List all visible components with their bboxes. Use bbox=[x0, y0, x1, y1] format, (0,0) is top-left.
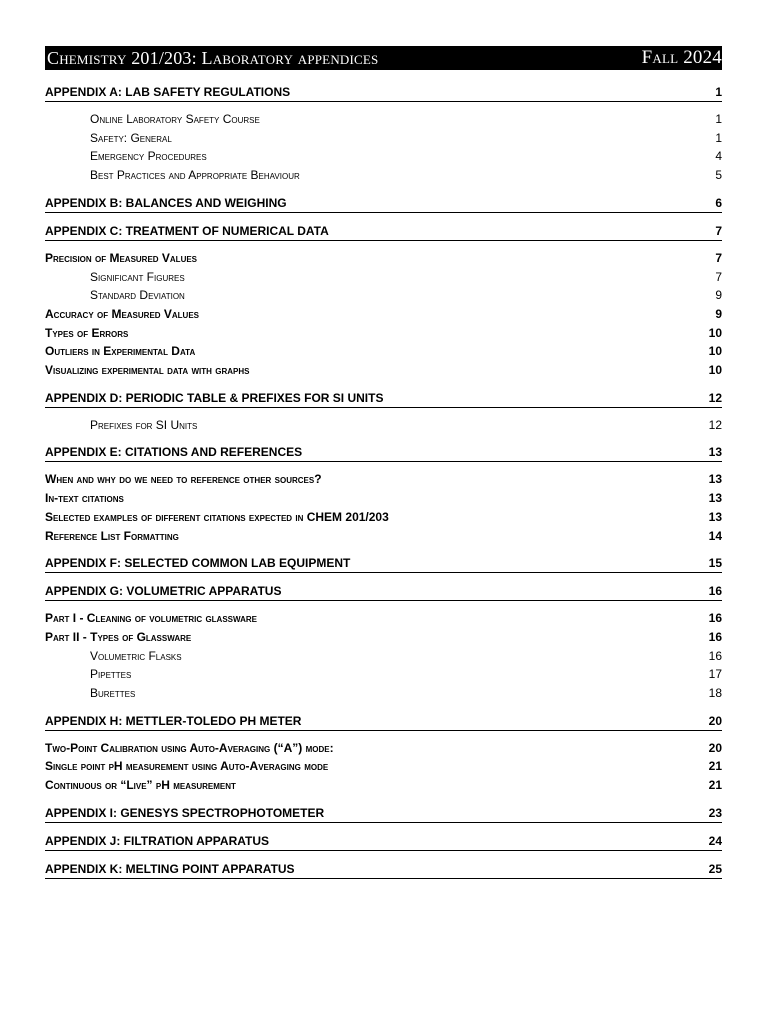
toc-entry-page: 5 bbox=[715, 168, 722, 183]
toc-section-entry bbox=[45, 324, 722, 343]
toc-entry-page: 20 bbox=[708, 740, 722, 755]
toc-appendix-entry bbox=[45, 195, 722, 213]
toc-subsection-entry bbox=[45, 147, 722, 166]
toc-entry-page: 21 bbox=[708, 778, 722, 793]
toc-appendix-entry bbox=[45, 713, 722, 731]
toc-entry-label: Single point pH measurement using Auto-Averaging mode bbox=[45, 759, 329, 774]
document-term: Fall 2024 bbox=[641, 47, 722, 68]
toc-entry-page: 1 bbox=[715, 130, 722, 145]
toc-section-entry bbox=[45, 305, 722, 324]
toc-entry-page: 13 bbox=[708, 491, 722, 506]
toc-entry-label: APPENDIX F: SELECTED COMMON LAB EQUIPMENT bbox=[45, 556, 351, 571]
toc-appendix-entry bbox=[45, 555, 722, 573]
toc-entry-page: 12 bbox=[708, 417, 722, 432]
toc-entry-label: APPENDIX H: METTLER-TOLEDO PH METER bbox=[45, 713, 302, 728]
toc-entry-label: Part I - Cleaning of volumetric glassware bbox=[45, 611, 257, 626]
toc-subsection-entry bbox=[45, 416, 722, 435]
toc-section-entry bbox=[45, 527, 722, 546]
toc-entry-page: 7 bbox=[715, 269, 722, 284]
toc-entry-page: 13 bbox=[708, 445, 722, 460]
toc-entry-page: 6 bbox=[715, 195, 722, 210]
toc-entry-page: 13 bbox=[708, 509, 722, 524]
toc-appendix-entry bbox=[45, 84, 722, 102]
toc-entry-label: Standard Deviation bbox=[90, 288, 185, 303]
toc-entry-label: Significant Figures bbox=[90, 269, 185, 284]
toc-entry-page: 24 bbox=[708, 833, 722, 848]
toc-entry-page: 10 bbox=[708, 363, 722, 378]
toc-appendix-entry bbox=[45, 805, 722, 823]
toc-entry-label: Two-Point Calibration using Auto-Averaging (“A”) mode: bbox=[45, 740, 334, 755]
toc-subsection-entry bbox=[45, 268, 722, 287]
toc-section-entry bbox=[45, 489, 722, 508]
toc-subsection-entry bbox=[45, 647, 722, 666]
toc-appendix-entry bbox=[45, 390, 722, 408]
toc-entry-page: 16 bbox=[708, 629, 722, 644]
toc-entry-label: Precision of Measured Values bbox=[45, 250, 198, 265]
toc-entry-label: Accuracy of Measured Values bbox=[45, 306, 200, 321]
toc-entry-page: 7 bbox=[715, 223, 722, 238]
document-title: Chemistry 201/203: Laboratory appendices bbox=[47, 47, 379, 68]
toc-entry-label: Burettes bbox=[90, 686, 136, 701]
toc-section-entry bbox=[45, 739, 722, 758]
toc-section-entry bbox=[45, 628, 722, 647]
toc-entry-label: APPENDIX K: MELTING POINT APPARATUS bbox=[45, 861, 295, 876]
toc-entry-page: 21 bbox=[708, 759, 722, 774]
toc-entry-page: 25 bbox=[708, 861, 722, 876]
toc-entry-label: APPENDIX E: CITATIONS AND REFERENCES bbox=[45, 445, 303, 460]
toc-entry-page: 4 bbox=[715, 149, 722, 164]
toc-appendix-entry bbox=[45, 223, 722, 241]
toc-entry-label: Continuous or “Live” pH measurement bbox=[45, 778, 236, 793]
toc-entry-label: Selected examples of different citations expected in CHEM 201/203 bbox=[45, 509, 389, 524]
toc-entry-label: When and why do we need to reference other sources? bbox=[45, 472, 322, 487]
toc-entry-page: 10 bbox=[708, 325, 722, 340]
toc-entry-label: APPENDIX G: VOLUMETRIC APPARATUS bbox=[45, 584, 282, 599]
toc-entry-page: 17 bbox=[708, 667, 722, 682]
toc-entry-page: 10 bbox=[708, 344, 722, 359]
toc-entry-page: 1 bbox=[715, 112, 722, 126]
toc-section-entry bbox=[45, 342, 722, 361]
toc-entry-label: Best Practices and Appropriate Behaviour bbox=[90, 168, 300, 183]
toc-entry-page: 18 bbox=[708, 686, 722, 701]
toc-subsection-entry bbox=[45, 129, 722, 148]
toc-entry-label: APPENDIX B: BALANCES AND WEIGHING bbox=[45, 195, 287, 210]
toc-entry-label: Emergency Procedures bbox=[90, 149, 207, 164]
toc-entry-page: 9 bbox=[715, 306, 722, 321]
toc-appendix-entry bbox=[45, 444, 722, 462]
toc-entry-label: Outliers in Experimental Data bbox=[45, 344, 196, 359]
toc-section-entry bbox=[45, 361, 722, 380]
toc-entry-label: APPENDIX D: PERIODIC TABLE & PREFIXES FOR SI UNITS bbox=[45, 390, 384, 405]
toc-entry-label: APPENDIX C: TREATMENT OF NUMERICAL DATA bbox=[45, 223, 329, 238]
page-header bbox=[45, 46, 722, 70]
toc-entry-label: Visualizing experimental data with graphs bbox=[45, 363, 250, 378]
toc-entry-page: 15 bbox=[708, 556, 722, 571]
toc-entry-label: Reference List Formatting bbox=[45, 528, 179, 543]
toc-entry-label: Types of Errors bbox=[45, 325, 129, 340]
toc-entry-label: Pipettes bbox=[90, 667, 132, 682]
toc-entry-label: APPENDIX J: FILTRATION APPARATUS bbox=[45, 833, 270, 848]
toc-entry-page: 16 bbox=[708, 611, 722, 626]
toc-entry-label: APPENDIX A: LAB SAFETY REGULATIONS bbox=[45, 85, 291, 99]
toc-section-entry bbox=[45, 508, 722, 527]
toc-appendix-entry bbox=[45, 833, 722, 851]
toc-section-entry bbox=[45, 757, 722, 776]
toc-appendix-entry bbox=[45, 583, 722, 601]
toc-entry-label: Part II - Types of Glassware bbox=[45, 629, 192, 644]
toc-subsection-entry bbox=[45, 684, 722, 703]
toc-entry-page: 1 bbox=[715, 85, 722, 99]
toc-section-entry bbox=[45, 470, 722, 489]
toc-section-entry bbox=[45, 249, 722, 268]
toc-entry-page: 16 bbox=[708, 584, 722, 599]
toc-entry-label: Volumetric Flasks bbox=[90, 648, 182, 663]
toc-entry-page: 7 bbox=[715, 250, 722, 265]
toc-entry-label: In-text citations bbox=[45, 491, 124, 506]
toc-subsection-entry bbox=[45, 286, 722, 305]
toc-subsection-entry bbox=[45, 665, 722, 684]
toc-appendix-entry bbox=[45, 861, 722, 879]
toc-entry-page: 13 bbox=[708, 472, 722, 487]
toc-entry-label: Online Laboratory Safety Course bbox=[90, 112, 260, 126]
toc-entry-page: 12 bbox=[708, 390, 722, 405]
toc-subsection-entry bbox=[45, 166, 722, 185]
toc-entry-page: 16 bbox=[708, 648, 722, 663]
table-of-contents bbox=[45, 84, 722, 887]
toc-entry-page: 14 bbox=[708, 528, 722, 543]
toc-entry-label: APPENDIX I: GENESYS SPECTROPHOTOMETER bbox=[45, 805, 325, 820]
toc-entry-page: 23 bbox=[708, 805, 722, 820]
toc-entry-label: Safety: General bbox=[90, 130, 172, 145]
toc-section-entry bbox=[45, 609, 722, 628]
toc-entry-page: 20 bbox=[708, 713, 722, 728]
toc-entry-label: Prefixes for SI Units bbox=[90, 417, 198, 432]
toc-subsection-entry bbox=[45, 110, 722, 129]
toc-entry-page: 9 bbox=[715, 288, 722, 303]
toc-section-entry bbox=[45, 776, 722, 795]
